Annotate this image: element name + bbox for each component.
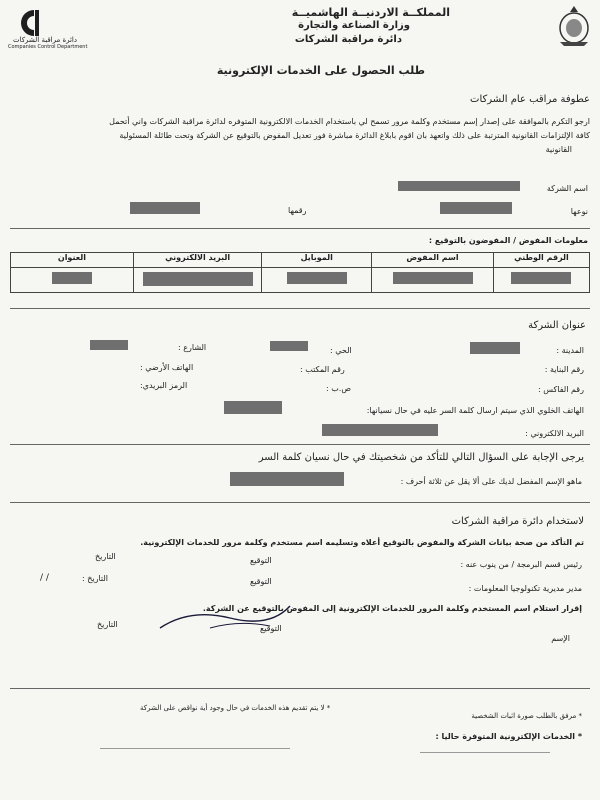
- company-number-redacted: [130, 202, 200, 214]
- district-label: الحي :: [330, 346, 352, 355]
- verify-statement: تم التأكد من صحة بيانات الشركة والمفوض بالتوقيع أعلاه وتسليمه اسم مستخدم وكلمة مرور للخدمات الإلكترونية.: [140, 538, 584, 547]
- department-title: دائرة مراقبة الشركات: [294, 34, 402, 45]
- building-label: رقم البناية :: [544, 365, 584, 374]
- signatories-table: [10, 252, 590, 293]
- programming-head-label: رئيس قسم البرمجة / من ينوب عنه :: [460, 560, 582, 569]
- company-type-label: نوعها: [570, 207, 588, 216]
- deficiency-note: * لا يتم تقديم هذه الخدمات في حال وجود أية نواقص على الشركة: [140, 704, 331, 712]
- date-slashes: / /: [40, 573, 49, 583]
- receipt-statement: إقرار استلام اسم المستخدم وكلمة المرور للخدمات الإلكترونية إلى المفوض بالتوقيع عن الشركة.: [202, 604, 582, 613]
- table-cell: [262, 268, 372, 293]
- signature-label-3: التوقيع: [260, 624, 282, 633]
- company-type-redacted: [440, 202, 512, 214]
- postal-label: الرمز البريدي:: [140, 381, 188, 390]
- signature-label-1: التوقيع: [250, 556, 272, 565]
- street-label: الشارع :: [178, 343, 207, 352]
- date-label-2: التاريخ :: [82, 574, 109, 583]
- company-name-redacted: [398, 181, 520, 191]
- office-use-heading: لاستخدام دائرة مراقبة الشركات: [451, 516, 584, 527]
- jordan-crest-icon: [556, 4, 592, 48]
- address-heading: عنوان الشركة: [528, 320, 586, 331]
- intro-line-1: ارجو التكرم بالموافقة على إصدار إسم مستخدم وكلمة مرور تسمح لي باستخدام الخدمات الالكترونية المتوفره لدائرة مراقبة الشركات واني أتحمل: [109, 117, 590, 126]
- services-heading: * الخدمات الإلكترونية المتوفرة حاليا :: [435, 732, 582, 741]
- date-label-3: التاريخ: [97, 620, 118, 629]
- pobox-label: ص.ب :: [326, 384, 351, 393]
- signatories-heading: معلومات المفوض / المفوضون بالتوقيع :: [428, 236, 588, 245]
- logo-english-text: Companies Control Department: [8, 44, 88, 50]
- city-label: المدينة :: [556, 346, 584, 355]
- ccd-logo: [8, 6, 98, 50]
- kingdom-title: المملكــة الاردنيــة الهاشميــة: [291, 6, 450, 19]
- logo-arabic-text: دائرة مراقبة الشركات: [13, 36, 77, 44]
- landline-label: الهاتف الأرضي :: [140, 363, 194, 372]
- it-director-label: مدير مديرية تكنولوجيا المعلومات :: [468, 584, 582, 593]
- col-name: اسم المفوض: [372, 253, 494, 268]
- security-heading: يرجى الإجابة على السؤال التالي للتأكد من شخصيتك في حال نسيان كلمة السر: [258, 452, 584, 463]
- page-title: طلب الحصول على الخدمات الإلكترونية: [216, 64, 425, 77]
- date-label-1: التاريخ: [95, 552, 116, 561]
- col-national-id: الرقم الوطني: [493, 253, 589, 268]
- signature-label-2: التوقيع: [250, 577, 272, 586]
- col-mobile: الموبايل: [262, 253, 372, 268]
- col-email: البريد الالكتروني: [133, 253, 262, 268]
- intro-line-3: القانونية: [545, 145, 572, 154]
- table-cell: [11, 268, 134, 293]
- company-name-label: اسم الشركة: [546, 184, 588, 193]
- security-question: ماهو الإسم المفضل لديك على ألا يقل عن ثلاثة أحرف :: [400, 477, 582, 486]
- signature-scribble-icon: [150, 598, 300, 638]
- fax-label: رقم الفاكس :: [538, 385, 584, 394]
- salutation: عطوفة مراقب عام الشركات: [470, 94, 590, 105]
- ccd-logo-icon: [14, 8, 54, 38]
- ministry-title: وزارة الصناعة والتجارة: [298, 20, 410, 31]
- intro-line-2: كافة الإلتزامات القانونية المترتبة على ذلك واتعهد بان اقوم بابلاغ الدائرة مباشرة فور تعديل المفوض بالتوقيع عن الشركة وتحت طائلة المسئولية: [119, 131, 590, 140]
- table-cell: [493, 268, 589, 293]
- attachment-note: * مرفق بالطلب صورة اثبات الشخصية: [471, 712, 582, 720]
- company-number-label: رقمها: [288, 206, 307, 215]
- table-cell: [372, 268, 494, 293]
- mobile-label: الهاتف الخلوي الذي سيتم ارسال كلمة السر عليه في حال نسيانها:: [366, 406, 584, 415]
- recipient-name-label: الإسم: [551, 634, 570, 643]
- email-label: البريد الالكتروني :: [525, 429, 584, 438]
- table-cell: [133, 268, 262, 293]
- office-label: رقم المكتب :: [300, 365, 345, 374]
- col-address: العنوان: [11, 253, 134, 268]
